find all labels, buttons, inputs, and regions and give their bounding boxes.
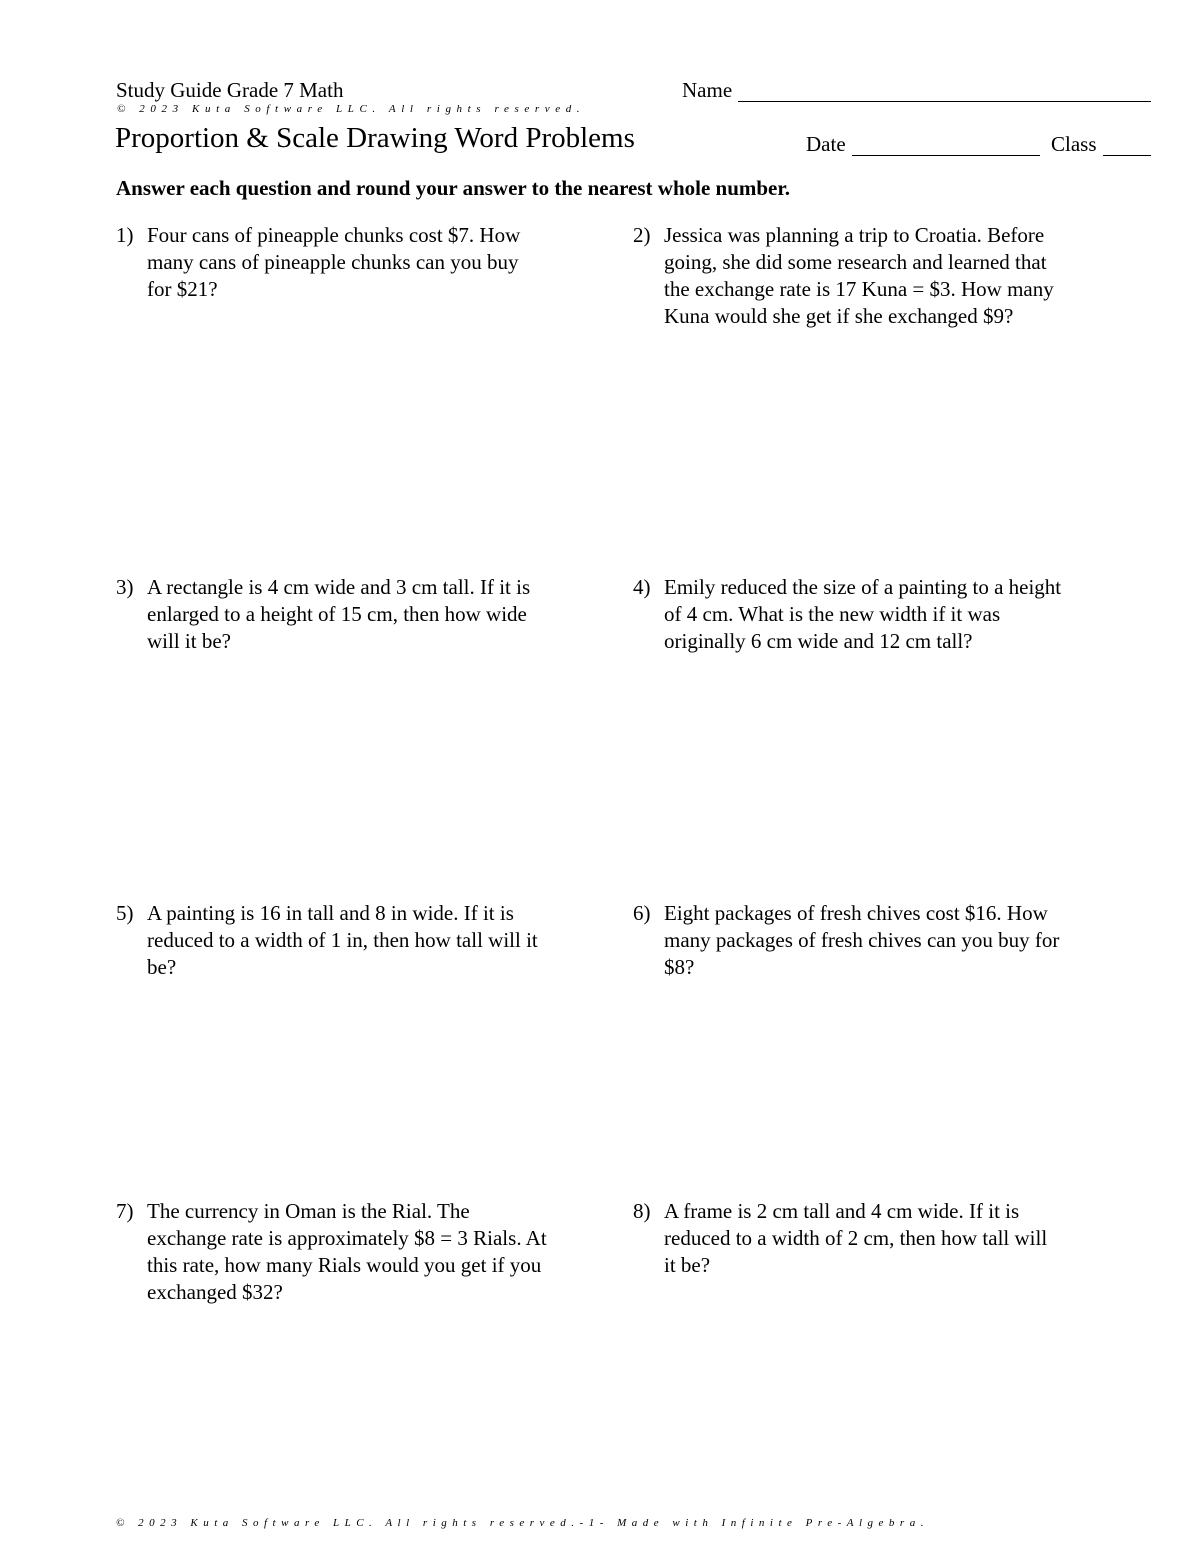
problem-number: 2) (633, 223, 651, 247)
worksheet-subject: Study Guide Grade 7 Math (116, 78, 344, 102)
page-footer: © 2023 Kuta Software LLC. All rights reserved.-1- Made with Infinite Pre-Algebra. (116, 1517, 929, 1529)
copyright-header: © 2023 Kuta Software LLC. All rights reserved. (117, 103, 586, 115)
page-title: Proportion & Scale Drawing Word Problems (115, 122, 635, 154)
class-label: Class (1051, 132, 1097, 156)
problem-number: 5) (116, 901, 134, 925)
problem-text: Jessica was planning a trip to Croatia. Before going, she did some research and learned that the exchange rate is 17 Kuna = $3. How many Kuna would she get if she exchanged $9? (664, 223, 1054, 328)
problem-number: 3) (116, 575, 134, 599)
instructions: Answer each question and round your answer to the nearest whole number. (116, 176, 791, 200)
name-field-line[interactable] (738, 101, 1151, 102)
problem-number: 8) (633, 1199, 651, 1223)
date-field-line[interactable] (852, 155, 1040, 156)
problem-number: 7) (116, 1199, 134, 1223)
name-label: Name (682, 78, 733, 102)
problem-text: A painting is 16 in tall and 8 in wide. If it is reduced to a width of 1 in, then how tall will it be? (147, 901, 538, 979)
problem-text: Emily reduced the size of a painting to a height of 4 cm. What is the new width if it was originally 6 cm wide and 12 cm tall? (664, 575, 1062, 653)
problem-number: 1) (116, 223, 134, 247)
problem-text: Four cans of pineapple chunks cost $7. How many cans of pineapple chunks can you buy for $21? (147, 223, 521, 301)
problem-text: A rectangle is 4 cm wide and 3 cm tall. If it is enlarged to a height of 15 cm, then how wide will it be? (147, 575, 531, 653)
problem-text: A frame is 2 cm tall and 4 cm wide. If it is reduced to a width of 2 cm, then how tall will it be? (664, 1199, 1048, 1277)
problem-text: Eight packages of fresh chives cost $16. How many packages of fresh chives can you buy for $8? (664, 901, 1060, 979)
date-label: Date (806, 132, 846, 156)
class-field-line[interactable] (1103, 155, 1151, 156)
problem-text: The currency in Oman is the Rial. The exchange rate is approximately $8 = 3 Rials. At this rate, how many Rials would you get if you exchanged $32? (147, 1199, 547, 1304)
problem-number: 4) (633, 575, 651, 599)
problem-number: 6) (633, 901, 651, 925)
